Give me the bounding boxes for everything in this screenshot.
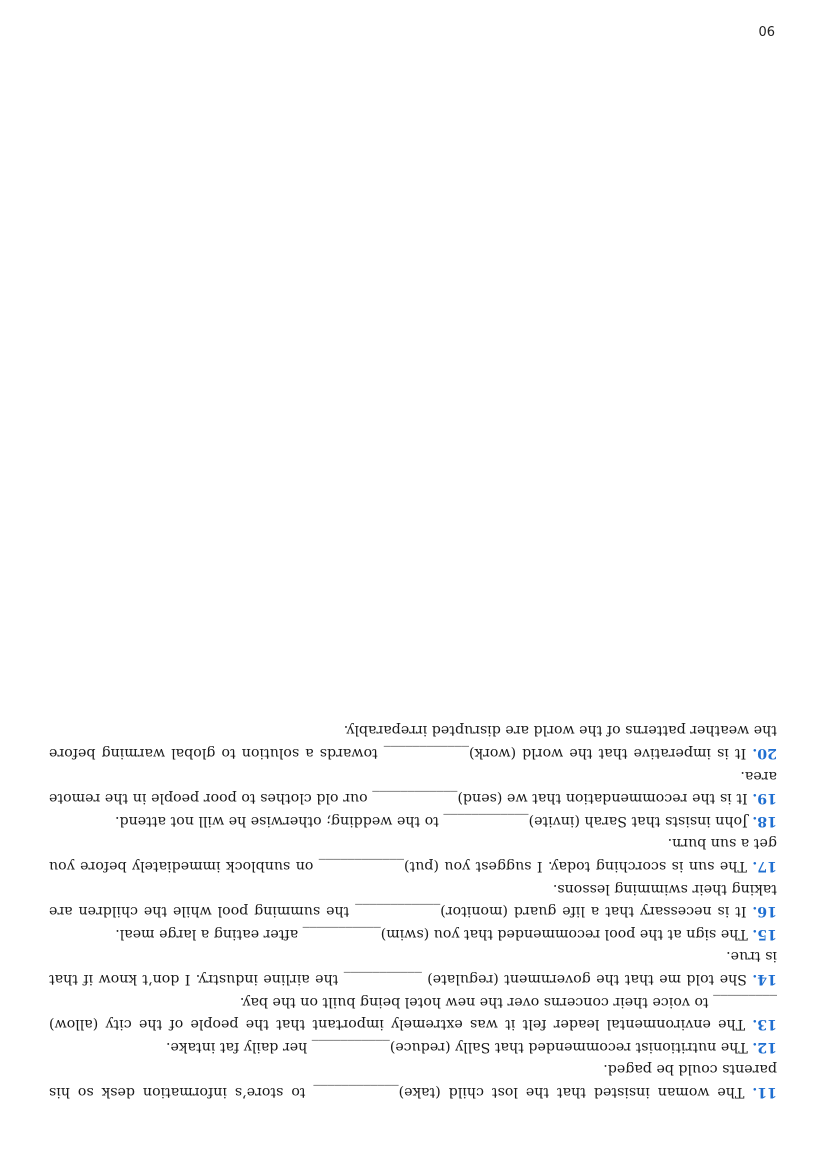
item-text-before: The sun is scorching today. I suggest you (put) bbox=[403, 858, 753, 875]
item-number: 16. bbox=[752, 903, 777, 920]
item-number: 15. bbox=[752, 925, 777, 942]
item-number: 18. bbox=[752, 812, 777, 829]
item-text-before: It is necessary that a life guard (monitor) bbox=[440, 903, 753, 920]
item-text-after: her daily fat intake. bbox=[166, 1038, 312, 1055]
exercise-item-14 bbox=[49, 945, 777, 990]
item-number: 20. bbox=[752, 745, 777, 762]
item-number: 17. bbox=[752, 858, 777, 875]
answer-blank[interactable]: ___________ bbox=[311, 1038, 390, 1055]
item-number: 11. bbox=[752, 1084, 777, 1100]
answer-blank[interactable]: ___________ bbox=[302, 925, 381, 942]
item-text-before: The environmental leader felt it was extremely important that the people of the city (allow) bbox=[49, 1016, 753, 1033]
answer-blank[interactable]: _________ bbox=[713, 993, 777, 1010]
item-text-before: She told me that the government (regulate) bbox=[421, 971, 753, 988]
item-number: 13. bbox=[752, 1016, 777, 1033]
exercise-item-16 bbox=[49, 877, 777, 922]
item-text-after: towards a solution to global warming before the weather patterns of the world are disrupted irreparably. bbox=[49, 722, 777, 762]
exercise-item-12 bbox=[49, 1035, 777, 1058]
item-text-before: The nutritionist recommended that Sally (reduce) bbox=[389, 1038, 753, 1055]
item-number: 12. bbox=[752, 1038, 777, 1055]
item-text-after: after eating a large meal. bbox=[115, 925, 303, 942]
item-text-after: to the wedding; otherwise he will not attend. bbox=[115, 812, 444, 829]
item-text-before: The woman insisted that the lost child (take) bbox=[398, 1084, 753, 1100]
item-text-after: to store’s information desk so his parents could be paged. bbox=[49, 1061, 777, 1100]
item-text-after: to voice their concerns over the new hotel being built on the bay. bbox=[239, 993, 714, 1010]
exercise-item-19 bbox=[49, 764, 777, 809]
item-text-after: on sunblock immediately before you get a sun burn. bbox=[49, 835, 777, 875]
answer-blank[interactable]: ____________ bbox=[372, 790, 458, 807]
exercise-item-13 bbox=[49, 990, 777, 1035]
answer-blank[interactable]: ____________ bbox=[383, 745, 469, 762]
answer-blank[interactable]: ____________ bbox=[443, 812, 529, 829]
item-number: 14. bbox=[752, 971, 777, 988]
item-text-after: the airline industry. I don’t know if that is true. bbox=[48, 948, 777, 988]
item-text-before: It is imperative that the world (work) bbox=[468, 745, 753, 762]
item-text-after: the summing pool while the children are taking their swimming lessons. bbox=[49, 880, 777, 920]
exercise-list bbox=[49, 719, 777, 1103]
exercise-item-18 bbox=[49, 809, 777, 832]
item-text-after: our old clothes to poor people in the remote area. bbox=[48, 767, 777, 807]
item-text-before: John insists that Sarah (invite) bbox=[528, 812, 753, 829]
answer-blank[interactable]: ____________ bbox=[318, 858, 404, 875]
item-text-before: The sign at the pool recommended that you (swim) bbox=[380, 925, 753, 942]
page-number: 90 bbox=[758, 22, 775, 37]
exercise-item-15 bbox=[49, 922, 777, 945]
exercise-item-17 bbox=[49, 832, 777, 877]
answer-blank[interactable]: ____________ bbox=[355, 903, 441, 920]
item-text-before: It is the recommendation that we (send) bbox=[457, 790, 753, 807]
item-number: 19. bbox=[752, 790, 777, 807]
exercise-item-20 bbox=[49, 719, 777, 764]
exercise-item-11 bbox=[49, 1058, 777, 1103]
answer-blank[interactable]: ____________ bbox=[313, 1084, 399, 1100]
answer-blank[interactable]: ___________ bbox=[343, 971, 422, 988]
